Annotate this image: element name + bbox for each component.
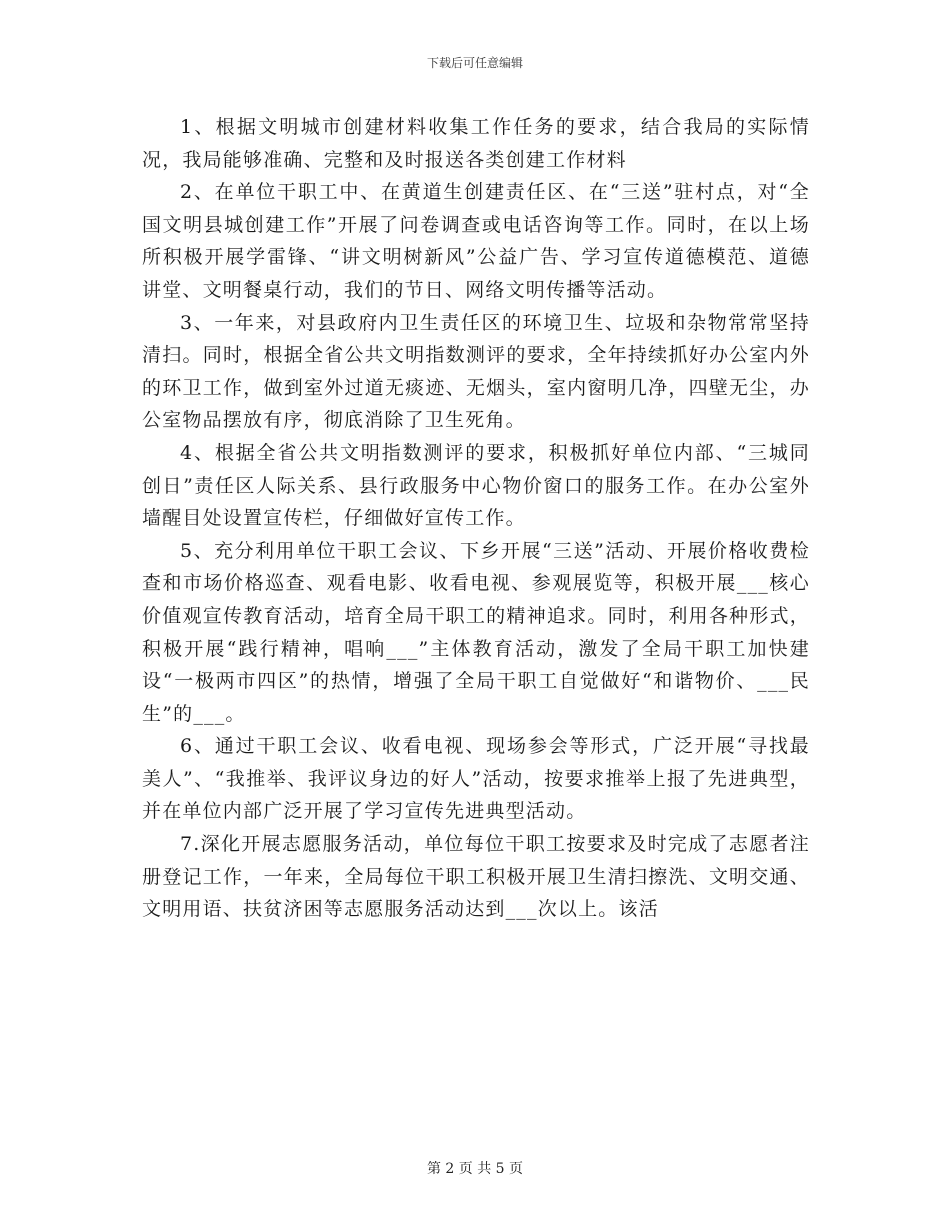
paragraph-7: 7.深化开展志愿服务活动，单位每位干职工按要求及时完成了志愿者注册登记工作，一年来，全局每位干职工积极开展卫生清扫擦洗、文明交通、文明用语、扶贫济困等志愿服务活动达到___次以上。该活 <box>142 833 810 921</box>
paragraph-1: 1、根据文明城市创建材料收集工作任务的要求，结合我局的实际情况，我局能够准确、完整和及时报送各类创建工作材料 <box>142 116 810 171</box>
paragraph-6: 6、通过干职工会议、收看电视、现场参会等形式，广泛开展“寻找最美人”、“我推举、我评议身边的好人”活动，按要求推举上报了先进典型，并在单位内部广泛开展了学习宣传先进典型活动。 <box>142 735 810 823</box>
paragraph-2: 2、在单位干职工中、在黄道生创建责任区、在“三送”驻村点，对“全国文明县城创建工作”开展了问卷调查或电话咨询等工作。同时，在以上场所积极开展学雷锋、“讲文明树新风”公益广告、学习宣传道德模范、道德讲堂、文明餐桌行动，我们的节日、网络文明传播等活动。 <box>142 181 810 301</box>
paragraph-4: 4、根据全省公共文明指数测评的要求，积极抓好单位内部、“三城同创日”责任区人际关系、县行政服务中心物价窗口的服务工作。在办公室外墙醒目处设置宣传栏，仔细做好宣传工作。 <box>142 441 810 530</box>
page-number: 第 2 页 共 5 页 <box>426 1161 524 1177</box>
document-body <box>142 111 810 926</box>
paragraph-5: 5、充分利用单位干职工会议、下乡开展“三送”活动、开展价格收费检查和市场价格巡查、观看电影、收看电视、参观展览等，积极开展___核心价值观宣传教育活动，培育全局干职工的精神追求。同时，利用各种形式，积极开展“践行精神，唱响___”主体教育活动，激发了全局干职工加快建设“一极两市四区”的热情，增强了全局干职工自觉做好“和谐物价、___民生”的___。 <box>142 539 810 725</box>
header-note: 下载后可任意编辑 <box>426 56 523 70</box>
paragraph-3: 3、一年来，对县政府内卫生责任区的环境卫生、垃圾和杂物常常坚持清扫。同时，根据全省公共文明指数测评的要求，全年持续抓好办公室内外的环卫工作，做到室外过道无痰迹、无烟头，室内窗明几净，四壁无尘，办公室物品摆放有序，彻底消除了卫生死角。 <box>142 311 810 432</box>
